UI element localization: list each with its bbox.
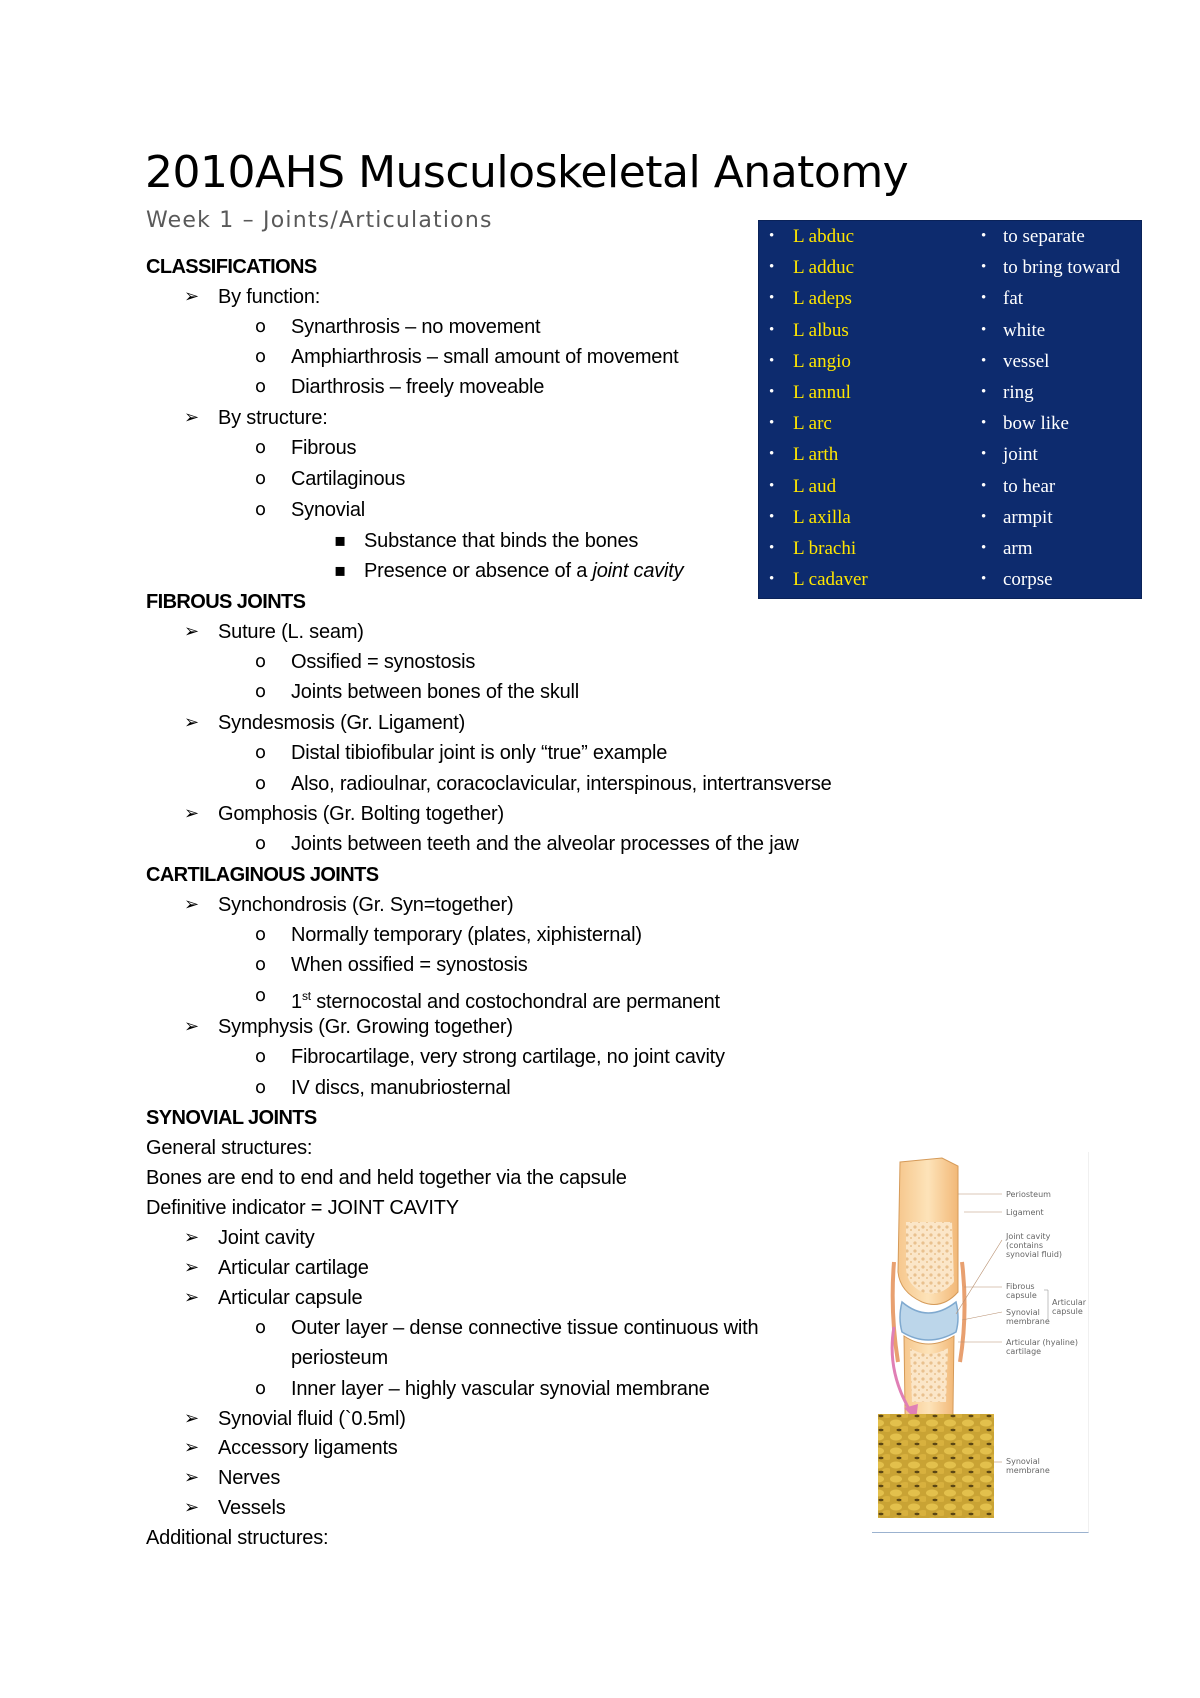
vocab-meaning: white	[1003, 319, 1046, 341]
cartilaginous-joints-heading: CARTILAGINOUS JOINTS	[146, 864, 379, 886]
vocab-meaning: to hear	[1003, 475, 1056, 497]
bullet-dot-icon: •	[769, 384, 775, 400]
bullet-dot-icon: •	[981, 228, 987, 244]
bullet-dot-icon: •	[981, 540, 987, 556]
bullet-dot-icon: •	[981, 384, 987, 400]
circle-bullet-icon: o	[255, 1378, 267, 1399]
label-joint-cavity: Joint cavity	[1006, 1232, 1051, 1241]
list-item: When ossified = synostosis	[291, 954, 528, 976]
vocab-meaning: bow like	[1003, 413, 1069, 435]
list-item: Outer layer – dense connective tissue continuous with	[291, 1317, 759, 1339]
vocab-meaning: vessel	[1003, 350, 1050, 372]
vocab-term: L aud	[793, 475, 837, 497]
list-item: Also, radioulnar, coracoclavicular, interspinous, intertransverse	[291, 773, 832, 795]
bullet-dot-icon: •	[769, 259, 775, 276]
vocab-row	[759, 471, 1141, 502]
list-item: Nerves	[218, 1467, 281, 1489]
list-item: Fibrous	[291, 437, 357, 459]
synovial-joint-diagram	[872, 1152, 1089, 1533]
vocab-meaning: to bring toward	[1003, 257, 1121, 279]
label-articular-capsule-2: capsule	[1052, 1307, 1083, 1316]
list-item: Gomphosis (Gr. Bolting together)	[218, 803, 504, 825]
list-item: By structure:	[218, 407, 328, 429]
arrow-bullet-icon: ➢	[184, 286, 200, 307]
document-title: 2010AHS Musculoskeletal Anatomy	[145, 147, 909, 198]
vocab-term: L arc	[793, 413, 832, 435]
arrow-bullet-icon: ➢	[184, 1287, 200, 1308]
bullet-dot-icon: •	[769, 415, 775, 432]
bullet-dot-icon: •	[769, 508, 775, 525]
circle-bullet-icon: o	[255, 1317, 267, 1338]
list-item: Synchondrosis (Gr. Syn=together)	[218, 894, 514, 916]
label-periosteum: Periosteum	[1006, 1190, 1051, 1199]
vocab-term: L cadaver	[793, 569, 868, 591]
bullet-dot-icon: •	[981, 415, 987, 432]
arrow-bullet-icon: ➢	[184, 1497, 200, 1518]
vocab-meaning: ring	[1003, 382, 1034, 403]
circle-bullet-icon: o	[255, 316, 267, 337]
circle-bullet-icon: o	[255, 376, 267, 397]
vocab-meaning: to separate	[1003, 226, 1085, 247]
bullet-dot-icon: •	[981, 259, 987, 276]
arrow-bullet-icon: ➢	[184, 407, 200, 428]
list-item: Articular cartilage	[218, 1257, 369, 1279]
vocab-term: L adduc	[793, 257, 855, 279]
vocab-row	[759, 252, 1141, 283]
vocab-row	[759, 221, 1141, 252]
list-item: IV discs, manubriosternal	[291, 1077, 511, 1099]
list-item: Cartilaginous	[291, 468, 406, 490]
vocab-row	[759, 315, 1141, 346]
paragraph: General structures:	[146, 1137, 313, 1159]
classifications-heading: CLASSIFICATIONS	[146, 256, 317, 278]
latin-vocabulary-table	[758, 220, 1142, 599]
arrow-bullet-icon: ➢	[184, 803, 200, 824]
label-synovial-2: membrane	[1006, 1317, 1050, 1326]
list-item: Diarthrosis – freely moveable	[291, 376, 545, 398]
vocab-term: L albus	[793, 319, 849, 341]
circle-bullet-icon: o	[255, 742, 267, 763]
bullet-dot-icon: •	[769, 290, 775, 307]
circle-bullet-icon: o	[255, 954, 267, 975]
circle-bullet-icon: o	[255, 924, 267, 945]
label-synovial: Synovial	[1006, 1308, 1040, 1317]
vocab-term: L angio	[793, 350, 851, 372]
label-ligament: Ligament	[1006, 1208, 1044, 1217]
circle-bullet-icon: o	[255, 499, 267, 520]
vocab-meaning: armpit	[1003, 506, 1053, 528]
bullet-dot-icon: •	[769, 571, 775, 588]
arrow-bullet-icon: ➢	[184, 1467, 200, 1488]
vocab-meaning: joint	[1003, 444, 1038, 466]
list-item: Syndesmosis (Gr. Ligament)	[218, 712, 466, 734]
paragraph: Bones are end to end and held together via the capsule	[146, 1167, 627, 1189]
label-synovial-membrane: Synovial	[1006, 1457, 1040, 1466]
arrow-bullet-icon: ➢	[184, 894, 200, 915]
vocab-term: L axilla	[793, 506, 851, 528]
arrow-bullet-icon: ➢	[184, 1437, 200, 1458]
arrow-bullet-icon: ➢	[184, 621, 200, 642]
bullet-dot-icon: •	[981, 321, 987, 338]
vocab-meaning: arm	[1003, 538, 1033, 559]
label-fibrous-2: capsule	[1006, 1291, 1037, 1300]
paragraph: Definitive indicator = JOINT CAVITY	[146, 1197, 459, 1219]
bullet-dot-icon: •	[769, 352, 775, 369]
bullet-dot-icon: •	[981, 290, 987, 307]
list-item: By function:	[218, 286, 321, 308]
label-fibrous: Fibrous	[1006, 1282, 1035, 1291]
circle-bullet-icon: o	[255, 437, 267, 458]
document-subtitle: Week 1 – Joints/Articulations	[146, 208, 493, 233]
list-item: Accessory ligaments	[218, 1437, 398, 1459]
circle-bullet-icon: o	[255, 346, 267, 367]
paragraph: Additional structures:	[146, 1527, 329, 1549]
list-item-continuation: periosteum	[291, 1347, 388, 1369]
vocab-row	[759, 439, 1141, 470]
vocab-row	[759, 283, 1141, 314]
vocab-row	[759, 408, 1141, 439]
list-item: Distal tibiofibular joint is only “true” example	[291, 742, 668, 764]
circle-bullet-icon: o	[255, 651, 267, 672]
vocab-term: L annul	[793, 382, 851, 403]
arrow-bullet-icon: ➢	[184, 1016, 200, 1037]
list-item: Presence or absence of a joint cavity	[364, 560, 684, 582]
circle-bullet-icon: o	[255, 1046, 267, 1067]
label-articular-capsule: Articular	[1052, 1298, 1087, 1307]
vocab-row	[759, 346, 1141, 377]
vocab-term: L brachi	[793, 538, 857, 559]
arrow-bullet-icon: ➢	[184, 1227, 200, 1248]
list-item: Suture (L. seam)	[218, 621, 364, 643]
circle-bullet-icon: o	[255, 833, 267, 854]
list-item: Joint cavity	[218, 1227, 315, 1249]
list-item: Synovial	[291, 499, 365, 521]
label-synovial-membrane-2: membrane	[1006, 1466, 1050, 1475]
list-item: Articular capsule	[218, 1287, 363, 1309]
list-item: Symphysis (Gr. Growing together)	[218, 1016, 513, 1038]
circle-bullet-icon: o	[255, 468, 267, 489]
arrow-bullet-icon: ➢	[184, 1257, 200, 1278]
vocab-meaning: fat	[1003, 288, 1024, 310]
circle-bullet-icon: o	[255, 773, 267, 794]
circle-bullet-icon: o	[255, 985, 267, 1006]
bullet-dot-icon: •	[981, 508, 987, 525]
label-articular-hyaline-2: cartilage	[1006, 1347, 1042, 1356]
bullet-dot-icon: •	[981, 477, 987, 494]
label-articular-hyaline: Articular (hyaline)	[1006, 1338, 1078, 1347]
list-item: Synovial fluid (`0.5ml)	[218, 1408, 406, 1430]
vocab-meaning: corpse	[1003, 569, 1053, 591]
vocab-term: L arth	[793, 444, 839, 466]
vocab-term: L abduc	[793, 226, 855, 247]
bullet-dot-icon: •	[981, 571, 987, 588]
fibrous-joints-heading: FIBROUS JOINTS	[146, 591, 306, 613]
circle-bullet-icon: o	[255, 1077, 267, 1098]
vocab-term: L adeps	[793, 288, 852, 310]
list-item: Fibrocartilage, very strong cartilage, no joint cavity	[291, 1046, 725, 1068]
list-item: Normally temporary (plates, xiphisternal)	[291, 924, 642, 946]
square-bullet-icon: ▪	[334, 560, 347, 581]
list-item: Joints between bones of the skull	[291, 681, 580, 703]
label-joint-cavity-2: (contains	[1006, 1241, 1043, 1250]
list-item: Synarthrosis – no movement	[291, 316, 541, 338]
bullet-dot-icon: •	[769, 540, 775, 556]
list-item: Ossified = synostosis	[291, 651, 476, 673]
list-item: Joints between teeth and the alveolar processes of the jaw	[291, 833, 799, 855]
bullet-dot-icon: •	[769, 228, 775, 244]
list-item: Vessels	[218, 1497, 286, 1519]
list-item: Inner layer – highly vascular synovial membrane	[291, 1378, 710, 1400]
list-item: 1st sternocostal and costochondral are permanent	[291, 989, 720, 1013]
vocab-row	[759, 502, 1141, 533]
bullet-dot-icon: •	[769, 321, 775, 338]
list-item: Substance that binds the bones	[364, 530, 639, 552]
bullet-dot-icon: •	[981, 352, 987, 369]
list-item: Amphiarthrosis – small amount of movement	[291, 346, 679, 368]
label-joint-cavity-3: synovial fluid)	[1006, 1250, 1063, 1259]
bullet-dot-icon: •	[981, 446, 987, 463]
arrow-bullet-icon: ➢	[184, 1408, 200, 1429]
synovial-joints-heading: SYNOVIAL JOINTS	[146, 1107, 317, 1129]
bullet-dot-icon: •	[769, 477, 775, 494]
circle-bullet-icon: o	[255, 681, 267, 702]
vocab-row	[759, 377, 1141, 408]
vocab-row	[759, 564, 1141, 595]
arrow-bullet-icon: ➢	[184, 712, 200, 733]
vocab-row	[759, 533, 1141, 564]
square-bullet-icon: ▪	[334, 530, 347, 551]
bullet-dot-icon: •	[769, 446, 775, 463]
